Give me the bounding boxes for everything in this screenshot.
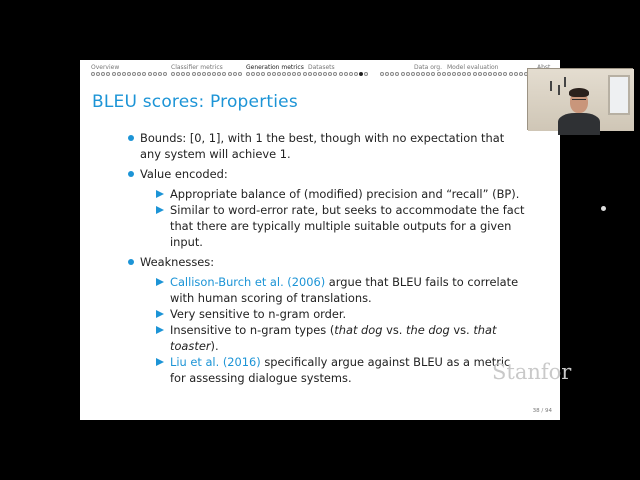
- mouse-cursor-icon: [601, 206, 606, 211]
- bullet-text: Bounds: [0, 1], with 1 the best, though with no expectation that any system will achieve 1.: [140, 131, 505, 161]
- sub-bullet-balance: [80, 186, 560, 202]
- lamp-icon: [550, 81, 552, 91]
- sub-bullet-text: ).: [210, 339, 219, 353]
- sub-bullet-word-error-rate: [80, 202, 560, 250]
- sub-bullet-text: Similar to word-error rate, but seeks to accommodate the fact that there are typically multiple suitable outputs for a given input.: [170, 203, 525, 249]
- stanford-watermark: Stanfor: [492, 360, 572, 384]
- nav-item-datasets[interactable]: Datasets: [308, 64, 335, 71]
- sub-bullet-ngram-order: [80, 306, 560, 322]
- presenter-torso: [558, 113, 600, 135]
- sub-bullet-text: vs.: [382, 323, 407, 337]
- webcam-overlay: [527, 68, 633, 130]
- bullet-dot-icon: [128, 259, 134, 265]
- nav-dots-datasets: [380, 72, 550, 78]
- sub-bullet-text: argue that BLEU fails to correlate with human scoring of translations.: [170, 275, 519, 305]
- nav-item-generation-metrics[interactable]: Generation metrics: [246, 64, 304, 71]
- lamp-icon: [564, 77, 566, 87]
- triangle-bullet-icon: [156, 310, 164, 318]
- lamp-icon: [558, 85, 560, 95]
- sub-bullet-text: Insensitive to n-gram types (: [170, 323, 335, 337]
- example-phrase: that dog: [334, 323, 383, 337]
- bullet-text: Value encoded:: [140, 167, 228, 181]
- citation-link[interactable]: Liu et al. (2016): [170, 355, 261, 369]
- webcam-window: [608, 75, 630, 115]
- sub-bullet-liu: [80, 354, 560, 386]
- sub-bullet-text: vs.: [449, 323, 474, 337]
- example-phrase: the dog: [406, 323, 450, 337]
- bullet-bounds: [80, 130, 560, 162]
- nav-item-classifier-metrics[interactable]: Classifier metrics: [171, 64, 223, 71]
- bullet-dot-icon: [128, 171, 134, 177]
- page-number: 38 / 94: [532, 408, 552, 414]
- slide: [80, 60, 572, 420]
- example-phrase: that toaster: [170, 323, 497, 353]
- presenter-hair: [569, 88, 589, 97]
- triangle-bullet-icon: [156, 326, 164, 334]
- triangle-bullet-icon: [156, 278, 164, 286]
- nav-dots-classifier: [171, 72, 243, 78]
- bullet-dot-icon: [128, 135, 134, 141]
- nav-item-model-evaluation[interactable]: Model evaluation: [447, 64, 499, 71]
- slide-title: BLEU scores: Properties: [92, 92, 298, 112]
- triangle-bullet-icon: [156, 190, 164, 198]
- bullet-text: Weaknesses:: [140, 255, 215, 269]
- presenter-glasses: [572, 99, 586, 102]
- nav-dots-generation: [246, 72, 369, 78]
- citation-link[interactable]: Callison-Burch et al. (2006): [170, 275, 326, 289]
- sub-bullet-callison-burch: [80, 274, 560, 306]
- sub-bullet-text: specifically argue against BLEU as a metric for assessing dialogue systems.: [170, 355, 511, 385]
- nav-item-data-org[interactable]: Data org.: [414, 64, 442, 71]
- sub-bullet-text: Very sensitive to n-gram order.: [170, 307, 347, 321]
- sub-bullet-text: Appropriate balance of (modified) precision and “recall” (BP).: [170, 187, 520, 201]
- nav-item-overview[interactable]: Overview: [91, 64, 120, 71]
- bullet-weaknesses: [80, 254, 560, 270]
- bullet-value-encoded: [80, 166, 560, 182]
- triangle-bullet-icon: [156, 206, 164, 214]
- slide-body: [80, 130, 560, 386]
- slide-navigation: [80, 60, 560, 82]
- nav-dots-overview: [91, 72, 168, 78]
- sub-bullet-ngram-types: [80, 322, 560, 354]
- triangle-bullet-icon: [156, 358, 164, 366]
